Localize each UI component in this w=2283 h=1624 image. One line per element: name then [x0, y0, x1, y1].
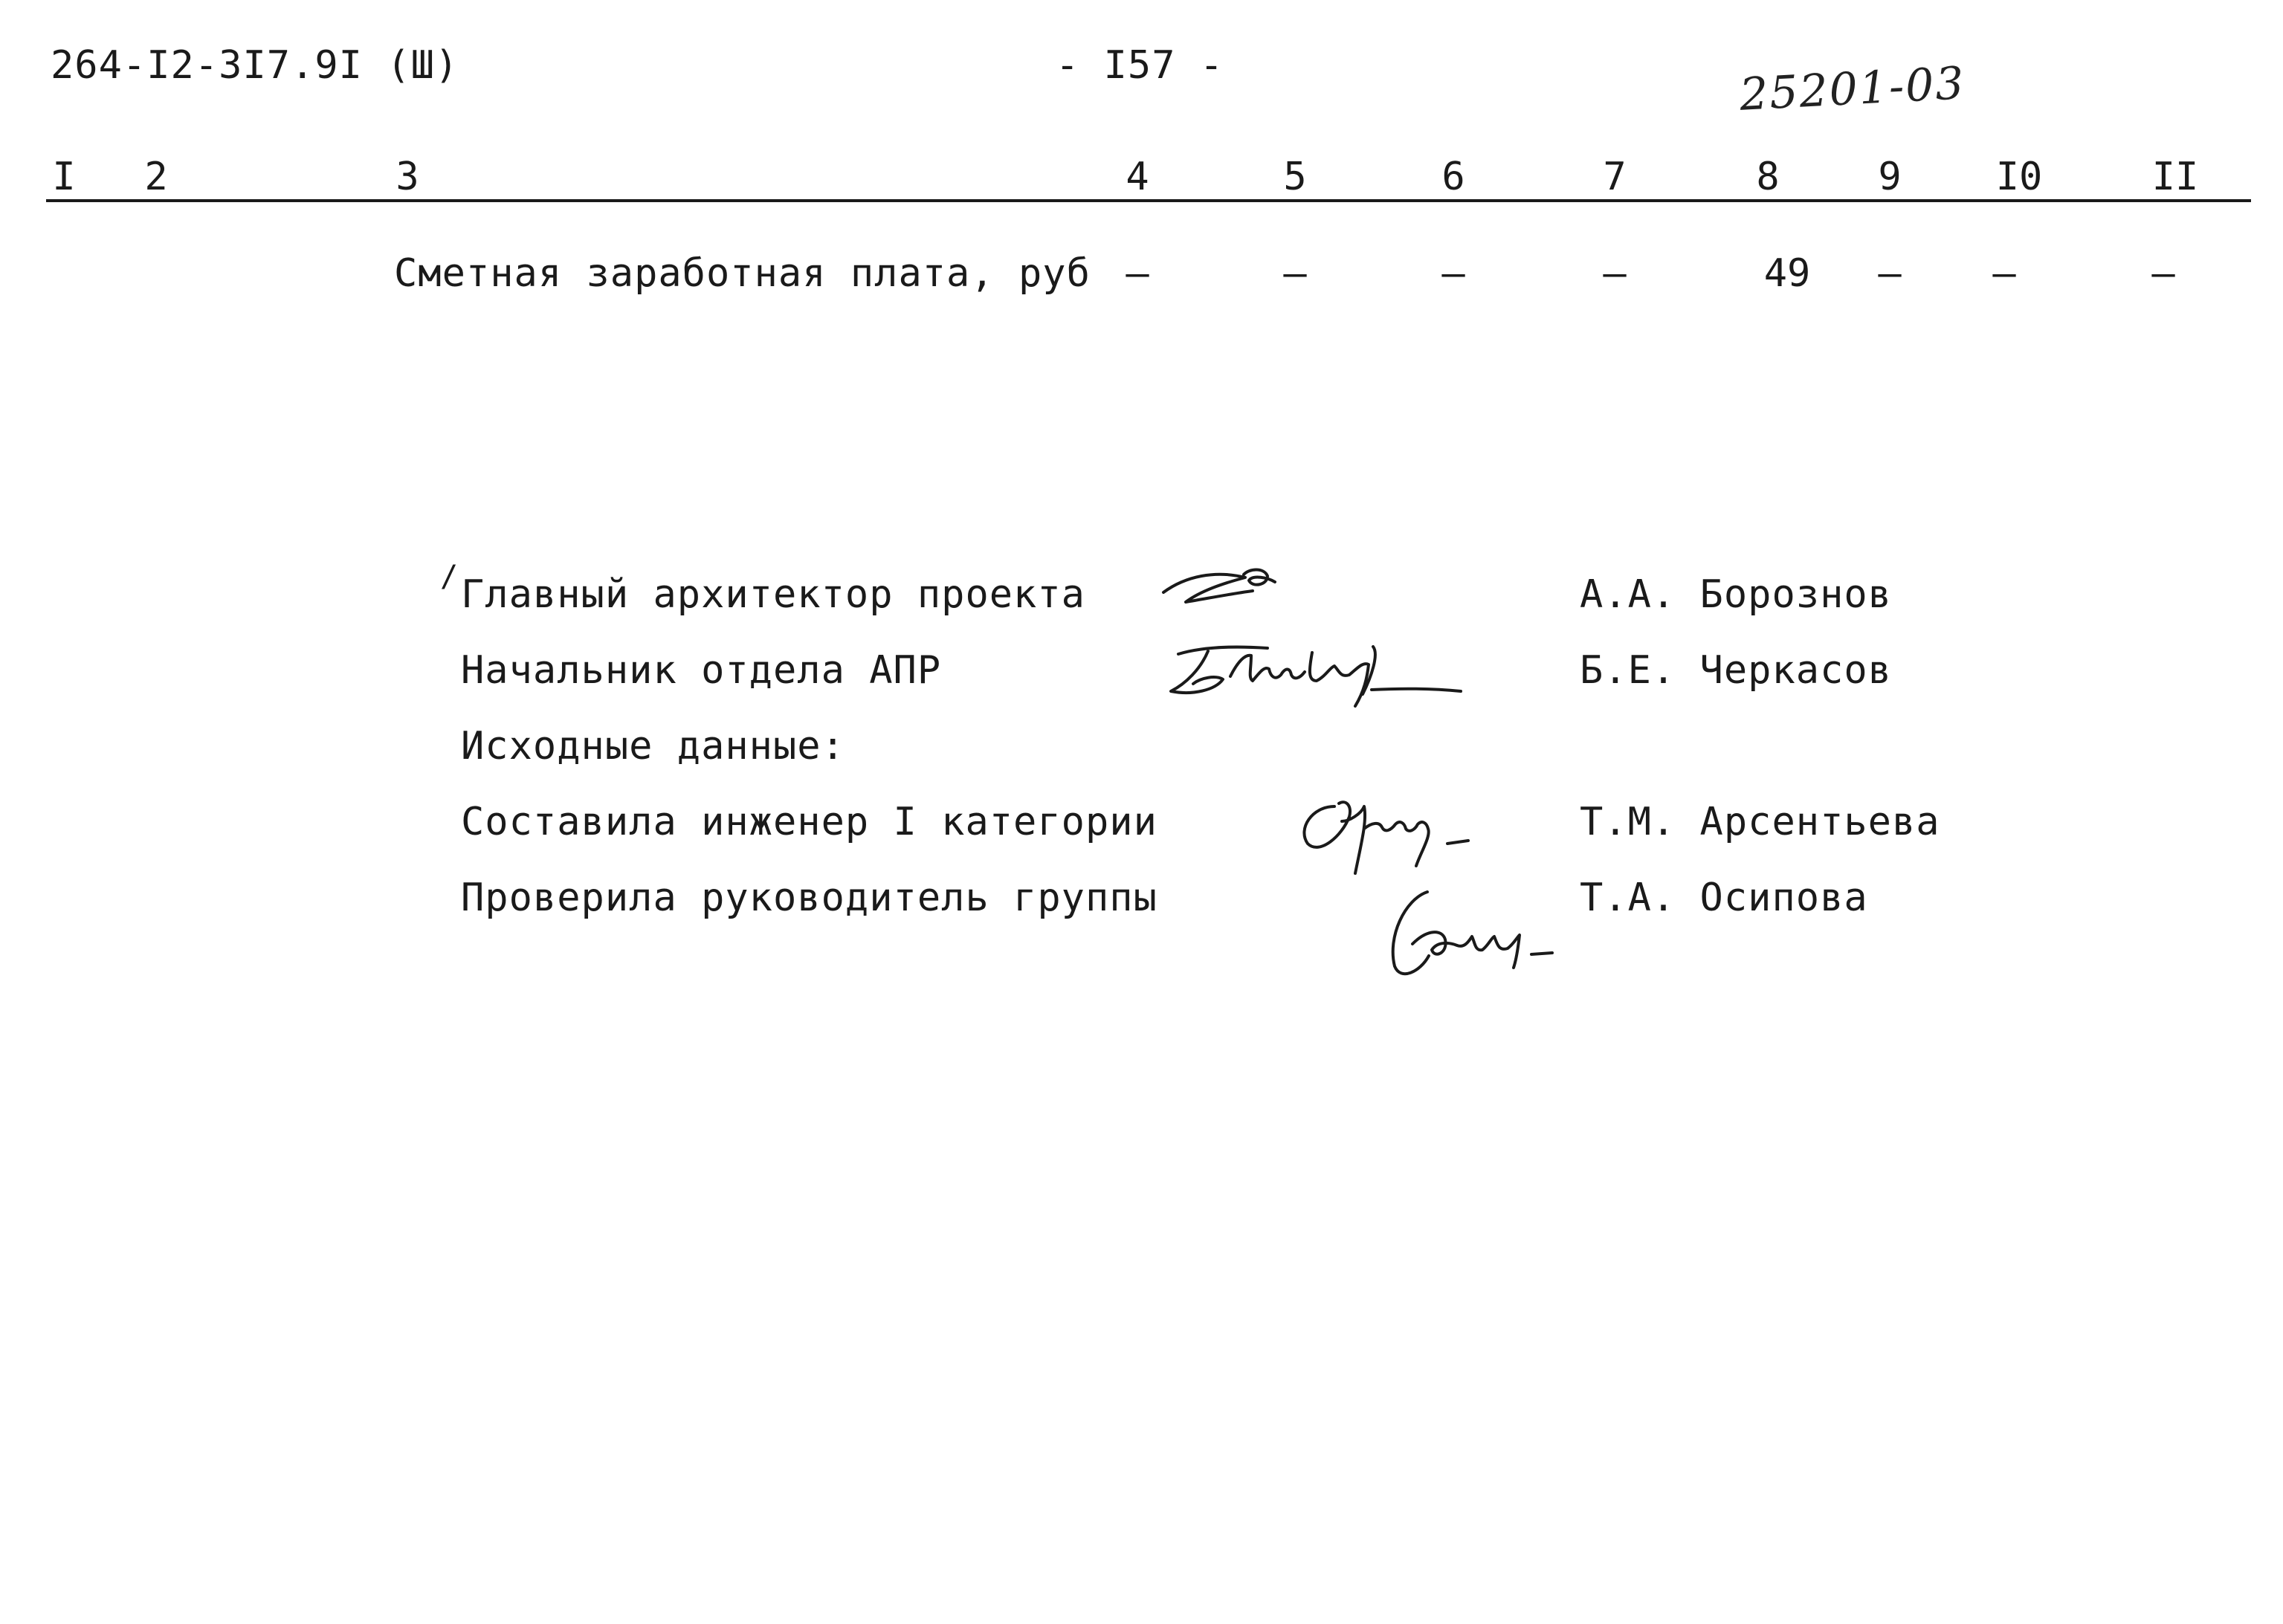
signature-name: Т.М. Арсентьева [1580, 800, 1940, 844]
column-number: 4 [1126, 155, 1149, 199]
signature-name: Б.Е. Черкасов [1580, 648, 1892, 693]
signature-role: Проверила руководитель группы [461, 876, 1157, 920]
document-code: 264-I2-3I7.9I (Ш) [51, 43, 459, 88]
column-number: 5 [1283, 155, 1307, 199]
column-number: 2 [144, 155, 168, 199]
column-number: 8 [1756, 155, 1780, 199]
table-cell: – [1441, 251, 1465, 296]
table-cell: – [1992, 251, 2016, 296]
handwritten-signature [1163, 632, 1476, 714]
handwritten-signature [1290, 784, 1483, 881]
page-number: - I57 - [1056, 43, 1224, 88]
column-number: 3 [395, 155, 419, 199]
column-number: 7 [1603, 155, 1627, 199]
table-cell: 49 [1763, 251, 1811, 296]
table-cell: – [1283, 251, 1307, 296]
signature-role: Начальник отдела АПР [461, 648, 942, 693]
table-cell: – [1878, 251, 1902, 296]
signature-name: А.А. Борознов [1580, 572, 1892, 617]
column-number: II [2151, 155, 2199, 199]
signature-role: Главный архитектор проекта [461, 572, 1085, 617]
row-label: Сметная заработная плата, руб [394, 251, 1091, 296]
signature-role: Составила инженер I категории [461, 800, 1157, 844]
table-cell: – [2151, 251, 2175, 296]
handwritten-signature [1156, 561, 1290, 613]
column-number: 9 [1878, 155, 1902, 199]
table-cell: – [1603, 251, 1627, 296]
signature-role: Исходные данные: [461, 724, 845, 769]
signature-name: Т.А. Осипова [1580, 876, 1868, 920]
tick-mark: / [440, 560, 459, 594]
column-number: I0 [1995, 155, 2043, 199]
archive-number: 25201-03 [1738, 57, 1967, 121]
table-header-rule [46, 199, 2251, 202]
column-number: I [52, 155, 76, 199]
handwritten-signature [1383, 884, 1576, 989]
table-cell: – [1126, 251, 1149, 296]
column-number: 6 [1441, 155, 1465, 199]
